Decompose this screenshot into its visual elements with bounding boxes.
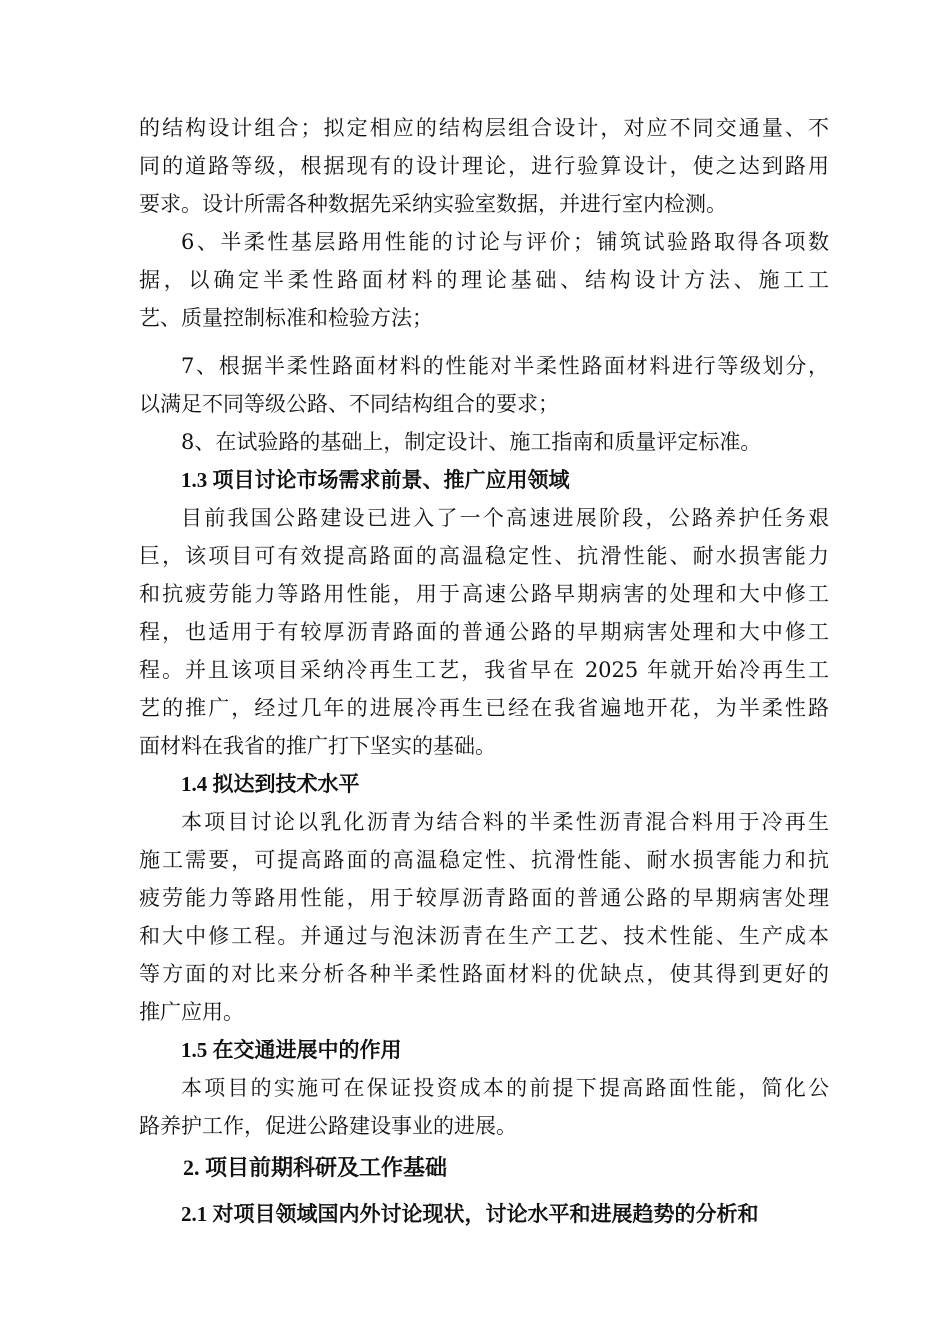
body-line: 据，以确定半柔性路面材料的理论基础、结构设计方法、施工工: [139, 268, 829, 292]
body-line: 路养护工作，促进公路建设事业的进展。: [139, 1114, 517, 1138]
body-line: 等方面的对比来分析各种半柔性路面材料的优缺点，使其得到更好的: [139, 962, 829, 986]
body-line: 艺的推广，经过几年的进展冷再生已经在我省遍地开花，为半柔性路: [139, 696, 829, 720]
body-line: 程。并且该项目采纳冷再生工艺，我省早在 2025 年就开始冷再生工: [139, 658, 829, 682]
body-line: 和抗疲劳能力等路用性能，用于高速公路早期病害的处理和大中修工: [139, 582, 829, 606]
section-heading-2-1: 2.1 对项目领域国内外讨论现状，讨论水平和进展趋势的分析和: [181, 1202, 759, 1226]
body-line: 以满足不同等级公路、不同结构组合的要求；: [139, 392, 559, 416]
body-line: 施工需要，可提高路面的高温稳定性、抗滑性能、耐水损害能力和抗: [139, 848, 829, 872]
body-line: 目前我国公路建设已进入了一个高速进展阶段，公路养护任务艰: [181, 506, 829, 530]
body-line: 面材料在我省的推广打下坚实的基础。: [139, 734, 496, 758]
body-line: 6、半柔性基层路用性能的讨论与评价；铺筑试验路取得各项数: [181, 230, 829, 254]
body-line: 的结构设计组合；拟定相应的结构层组合设计，对应不同交通量、不: [139, 116, 829, 140]
body-line: 巨，该项目可有效提高路面的高温稳定性、抗滑性能、耐水损害能力: [139, 544, 829, 568]
section-heading-1-5: 1.5 在交通进展中的作用: [181, 1038, 402, 1062]
section-heading-1-4: 1.4 拟达到技术水平: [181, 772, 360, 796]
body-line: 本项目的实施可在保证投资成本的前提下提高路面性能，简化公: [181, 1076, 829, 1100]
body-line: 和大中修工程。并通过与泡沫沥青在生产工艺、技术性能、生产成本: [139, 924, 829, 948]
body-line: 推广应用。: [139, 1000, 244, 1024]
body-line: 程，也适用于有较厚沥青路面的普通公路的早期病害处理和大中修工: [139, 620, 829, 644]
chapter-heading-2: 2. 项目前期科研及工作基础: [183, 1155, 448, 1180]
body-line: 本项目讨论以乳化沥青为结合料的半柔性沥青混合料用于冷再生: [181, 810, 829, 834]
body-line: 艺、质量控制标准和检验方法；: [139, 306, 433, 330]
body-line: 8、在试验路的基础上，制定设计、施工指南和质量评定标准。: [181, 430, 762, 454]
body-line: 疲劳能力等路用性能，用于较厚沥青路面的普通公路的早期病害处理: [139, 886, 829, 910]
section-heading-1-3: 1.3 项目讨论市场需求前景、推广应用领域: [181, 468, 570, 492]
body-line: 同的道路等级，根据现有的设计理论，进行验算设计，使之达到路用: [139, 154, 829, 178]
body-line: 要求。设计所需各种数据先采纳实验室数据，并进行室内检测。: [139, 192, 727, 216]
body-line: 7、根据半柔性路面材料的性能对半柔性路面材料进行等级划分，: [181, 354, 829, 378]
